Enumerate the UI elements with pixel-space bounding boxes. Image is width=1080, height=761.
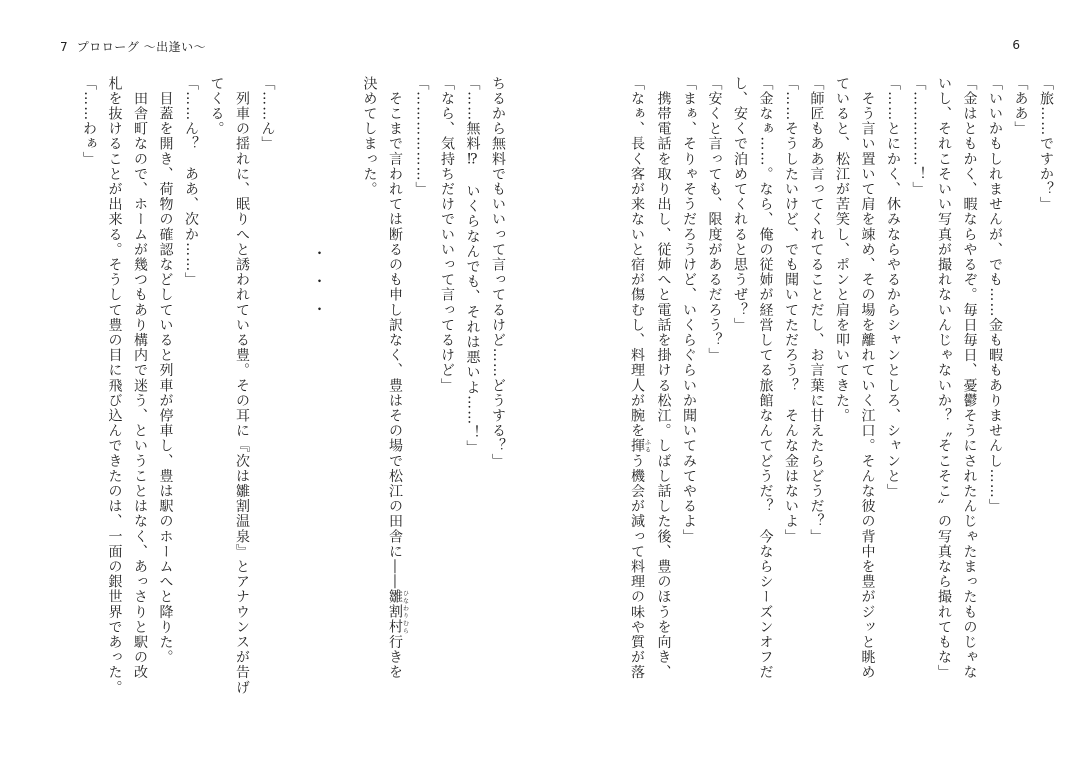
text-line: 札を抜けることが出来る。そうして豊の目に飛び込んできたのは、一面の銀世界であった。 [106,76,123,696]
left-page-number: 7 [60,40,69,54]
text-line: 「なら、気持ちだけでいいって言ってるけど」 [439,76,455,394]
text-line: 「金なぁ……。なら、俺の従姉が経営してる旅館なんてどうだ？ 今ならシーズンオフだ [757,76,774,680]
right-page-number: 6 [1012,38,1020,52]
scene-break-dots: ・ ・ ・ [310,246,327,316]
text-line: 「金はともかく、暇ならやるぞ。毎日毎日、憂鬱そうにされたんじゃたまったものじゃな [961,76,978,680]
right-page [540,0,1080,761]
text-line: 「………………」 [413,76,430,197]
text-line: てくる。 [208,76,225,137]
blank-line [280,76,306,726]
text-line: 列車の揺れに、眠りへと誘われている豊。その耳に『次は雛割温泉』とアナウンスが告げ [234,76,250,696]
text-line: いし、それこそいい写真が撮れないんじゃないか？〝そこそこ〟の写真なら撮れてもな」 [936,76,952,680]
running-header [60,38,206,55]
text-line: 決めてしまった。 [361,76,378,197]
text-line: 「ああ」 [1012,76,1029,137]
text-line: 「旅……ですか？」 [1038,76,1054,212]
text-line: 「……わぁ」 [81,76,97,167]
text-line: 「……とにかく、休みならやるからシャンとしろ、シャンと」 [885,76,901,499]
right-body-text [624,76,1059,726]
text-segment: そこまで言われては断るのも申し訳なく、豊はその場で松江の田舎に―― [387,76,403,590]
text-line [382,76,409,726]
text-line: ちるから無料でもいいって言ってるけど……どうする？」 [490,76,506,469]
chapter-title: プロローグ 〜出逢い〜 [76,40,207,54]
text-line: 「……ん」 [259,76,276,152]
left-body-text [76,76,511,726]
ruby-reading: ひなわりむら [401,589,409,635]
text-line: 携帯電話を取り出し、従姉へと電話を掛ける松江。しばし話した後、豊のほうを向き、 [655,76,672,680]
text-line: 「……そうしたいけど、でも聞いてただろう？ そんな金はないよ」 [783,76,799,545]
text-line: 「まぁ、そりゃそうだろうけど、いくらぐらいか聞いてみてやるよ」 [681,76,697,545]
text-line: し、安くで泊めてくれると思うぜ？」 [732,76,748,333]
ruby-hinawarimura [387,589,409,635]
text-segment: 行きを [387,634,403,681]
ruby-reading: ふる [643,438,651,454]
text-line [624,76,651,726]
text-line: 「いいかもしれませんが、でも……金も暇もありませんし……」 [987,76,1003,514]
ruby-base: 雛割村 [387,589,403,635]
blank-line [331,76,357,726]
text-line: 「安くと言っても、限度があるだろう？」 [706,76,723,363]
text-line: 「師匠もああ言ってくれてることだし、お言葉に甘えたらどうだ？」 [808,76,825,545]
ruby-furu: 揮ふる [629,438,651,454]
text-line: 田舎町なので、ホームが幾つもあり構内で迷う、ということはなく、あっさりと駅の改 [132,76,148,680]
text-segment: 「なぁ、長く客が来ないと宿が傷むし、料理人が腕を [629,76,645,439]
text-line: 「……ん？ ああ、次か……」 [183,76,199,288]
text-line: 目蓋を開き、荷物の確認などしていると列車が停車し、豊は駅のホームへと降りた。 [157,76,174,665]
text-segment: う機会が減って料理の味や質が落 [629,453,645,681]
text-line: ていると、松江が苦笑し、ポンと肩を叩いてきた。 [834,76,850,424]
text-line: そう言い置いて肩を竦め、その場を離れていく江口。そんな彼の背中を豊がジッと眺め [859,76,876,680]
text-line: 「……………！」 [910,76,927,197]
scene-break [305,76,331,726]
text-line: 「……無料⁉ いくらなんでも、それは悪いよ……！」 [464,76,481,456]
